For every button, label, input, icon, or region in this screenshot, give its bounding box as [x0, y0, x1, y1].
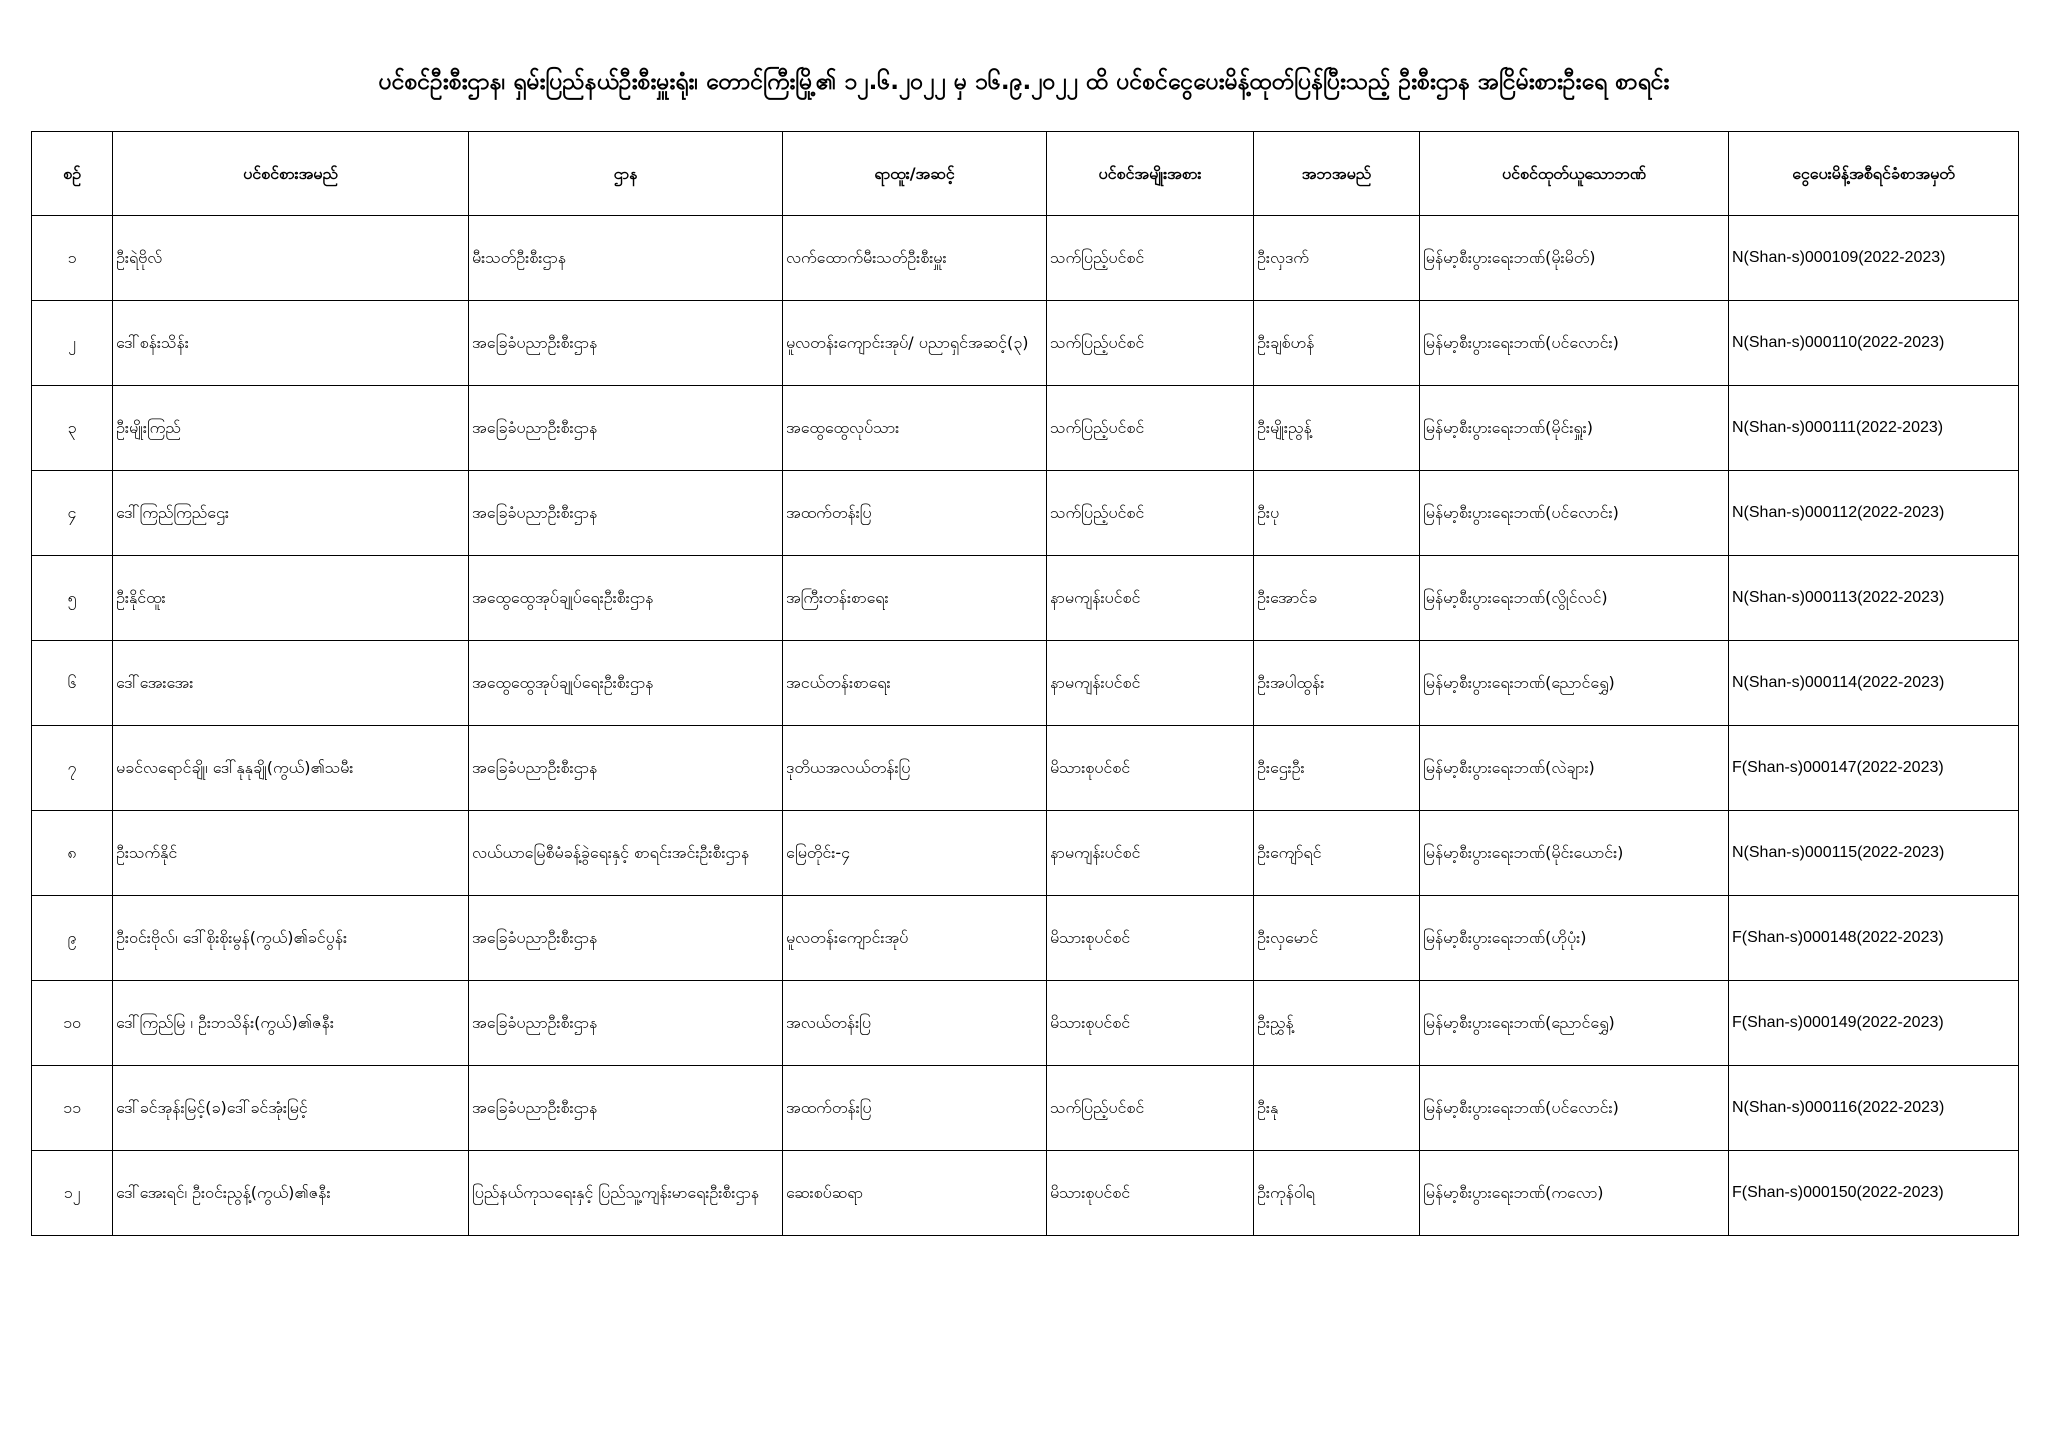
cell-pensioner-name: ဒေါ်အေးရင်၊ ဦးဝင်းညွန့်(ကွယ်)၏ဇနီး [113, 1151, 469, 1236]
table-body [32, 216, 2019, 1236]
table-row [32, 811, 2019, 896]
cell-no: ၆ [32, 641, 113, 726]
cell-pension-type: သက်ပြည့်ပင်စင် [1047, 471, 1254, 556]
cell-paying-bank: မြန်မာ့စီးပွားရေးဘဏ်(မိုးမိတ်) [1420, 216, 1729, 301]
cell-no: ၇ [32, 726, 113, 811]
cell-father-name: ဦးဌေးဦး [1254, 726, 1420, 811]
cell-pensioner-name: ဒေါ်ကြည်မြ ၊ ဦးဘသိန်း(ကွယ်)၏ဇနီး [113, 981, 469, 1066]
cell-pension-type: နာမကျန်းပင်စင် [1047, 556, 1254, 641]
header-rank: ရာထူး/အဆင့် [783, 132, 1047, 216]
cell-certificate-no: N(Shan-s)000111(2022-2023) [1729, 386, 2019, 471]
cell-certificate-no: F(Shan-s)000149(2022-2023) [1729, 981, 2019, 1066]
cell-rank: ဆေးစပ်ဆရာ [783, 1151, 1047, 1236]
cell-department: မီးသတ်ဦးစီးဌာန [469, 216, 783, 301]
table-row [32, 896, 2019, 981]
cell-father-name: ဦးပု [1254, 471, 1420, 556]
document-title: ပင်စင်ဦးစီးဌာန၊ ရှမ်းပြည်နယ်ဦးစီးမှူးရုံး၊ တောင်ကြီးမြို့၏ ၁၂.၆.၂၀၂၂ မှ ၁၆.၉.၂၀၂၂ ထိ ပင်စင်ငွေပေးမိန့်ထုတ်ပြန်ပြီးသည့် ဦးစီးဌာန အငြိမ်းစားဦးရေ စာရင်း [378, 69, 1670, 95]
cell-father-name: ဦးကုန်ဝါရ [1254, 1151, 1420, 1236]
cell-no: ၂ [32, 301, 113, 386]
cell-department: အခြေခံပညာဦးစီးဌာန [469, 896, 783, 981]
cell-father-name: ဦးအောင်ခ [1254, 556, 1420, 641]
table-row [32, 556, 2019, 641]
cell-no: ၁ [32, 216, 113, 301]
cell-certificate-no: F(Shan-s)000150(2022-2023) [1729, 1151, 2019, 1236]
cell-department: အခြေခံပညာဦးစီးဌာန [469, 471, 783, 556]
cell-pensioner-name: မခင်လရောင်ချို၊ ဒေါ်နုနုချို(ကွယ်)၏သမီး [113, 726, 469, 811]
cell-no: ၄ [32, 471, 113, 556]
header-no: စဉ် [32, 132, 113, 216]
table-row [32, 216, 2019, 301]
cell-paying-bank: မြန်မာ့စီးပွားရေးဘဏ်(ညောင်ရွှေ) [1420, 641, 1729, 726]
cell-rank: အလယ်တန်းပြ [783, 981, 1047, 1066]
cell-department: အထွေထွေအုပ်ချုပ်ရေးဦးစီးဌာန [469, 641, 783, 726]
cell-rank: မူလတန်းကျောင်းအုပ် [783, 896, 1047, 981]
cell-paying-bank: မြန်မာ့စီးပွားရေးဘဏ်(လဲချား) [1420, 726, 1729, 811]
cell-rank: မြေတိုင်း-၄ [783, 811, 1047, 896]
cell-father-name: ဦးချစ်ဟန် [1254, 301, 1420, 386]
cell-pension-type: မိသားစုပင်စင် [1047, 981, 1254, 1066]
table-row [32, 641, 2019, 726]
cell-no: ၁၂ [32, 1151, 113, 1236]
table-row [32, 981, 2019, 1066]
cell-father-name: ဦးမျိုးညွန့် [1254, 386, 1420, 471]
cell-department: အထွေထွေအုပ်ချုပ်ရေးဦးစီးဌာန [469, 556, 783, 641]
cell-pension-type: မိသားစုပင်စင် [1047, 896, 1254, 981]
cell-pension-type: သက်ပြည့်ပင်စင် [1047, 1066, 1254, 1151]
cell-pension-type: သက်ပြည့်ပင်စင် [1047, 301, 1254, 386]
cell-father-name: ဦးအပါထွန်း [1254, 641, 1420, 726]
cell-certificate-no: N(Shan-s)000116(2022-2023) [1729, 1066, 2019, 1151]
cell-certificate-no: F(Shan-s)000147(2022-2023) [1729, 726, 2019, 811]
pension-records-table [31, 131, 2019, 1236]
cell-no: ၃ [32, 386, 113, 471]
cell-no: ၉ [32, 896, 113, 981]
cell-pensioner-name: ဦးမျိုးကြည် [113, 386, 469, 471]
cell-department: အခြေခံပညာဦးစီးဌာန [469, 301, 783, 386]
cell-paying-bank: မြန်မာ့စီးပွားရေးဘဏ်(ပင်လောင်း) [1420, 301, 1729, 386]
cell-pension-type: သက်ပြည့်ပင်စင် [1047, 386, 1254, 471]
cell-rank: အငယ်တန်းစာရေး [783, 641, 1047, 726]
table-header [32, 132, 2019, 216]
table-row [32, 386, 2019, 471]
cell-paying-bank: မြန်မာ့စီးပွားရေးဘဏ်(ညောင်ရွှေ) [1420, 981, 1729, 1066]
table-row [32, 301, 2019, 386]
cell-paying-bank: မြန်မာ့စီးပွားရေးဘဏ်(လွိုင်လင်) [1420, 556, 1729, 641]
header-paying-bank: ပင်စင်ထုတ်ယူသောဘဏ် [1420, 132, 1729, 216]
cell-paying-bank: မြန်မာ့စီးပွားရေးဘဏ်(ပင်လောင်း) [1420, 471, 1729, 556]
cell-department: လယ်ယာမြေစီမံခန့်ခွဲရေးနှင့် စာရင်းအင်းဦးစီးဌာန [469, 811, 783, 896]
cell-no: ၅ [32, 556, 113, 641]
cell-certificate-no: N(Shan-s)000110(2022-2023) [1729, 301, 2019, 386]
cell-father-name: ဦးလှမောင် [1254, 896, 1420, 981]
cell-department: အခြေခံပညာဦးစီးဌာန [469, 726, 783, 811]
table-row [32, 1151, 2019, 1236]
header-department: ဌာန [469, 132, 783, 216]
cell-pensioner-name: ဒေါ်အေးအေး [113, 641, 469, 726]
cell-paying-bank: မြန်မာ့စီးပွားရေးဘဏ်(မိုင်းရှူး) [1420, 386, 1729, 471]
header-row [32, 132, 2019, 216]
cell-rank: အထက်တန်းပြ [783, 471, 1047, 556]
header-father-name: အဘအမည် [1254, 132, 1420, 216]
cell-father-name: ဦးနု [1254, 1066, 1420, 1151]
cell-father-name: ဦးညွှန့် [1254, 981, 1420, 1066]
header-pension-type: ပင်စင်အမျိုးအစား [1047, 132, 1254, 216]
cell-certificate-no: N(Shan-s)000112(2022-2023) [1729, 471, 2019, 556]
cell-certificate-no: N(Shan-s)000114(2022-2023) [1729, 641, 2019, 726]
cell-father-name: ဦးကျော်ရင် [1254, 811, 1420, 896]
cell-department: အခြေခံပညာဦးစီးဌာန [469, 1066, 783, 1151]
cell-paying-bank: မြန်မာ့စီးပွားရေးဘဏ်(ဟိုပုံး) [1420, 896, 1729, 981]
cell-certificate-no: F(Shan-s)000148(2022-2023) [1729, 896, 2019, 981]
table-row [32, 726, 2019, 811]
cell-no: ၁၀ [32, 981, 113, 1066]
table-row [32, 471, 2019, 556]
cell-rank: လက်ထောက်မီးသတ်ဦးစီးမှူး [783, 216, 1047, 301]
cell-pension-type: နာမကျန်းပင်စင် [1047, 641, 1254, 726]
cell-pensioner-name: ဒေါ်ကြည်ကြည်ဌေး [113, 471, 469, 556]
cell-rank: အထွေထွေလုပ်သား [783, 386, 1047, 471]
cell-pension-type: မိသားစုပင်စင် [1047, 726, 1254, 811]
cell-department: အခြေခံပညာဦးစီးဌာန [469, 386, 783, 471]
cell-paying-bank: မြန်မာ့စီးပွားရေးဘဏ်(ကလော) [1420, 1151, 1729, 1236]
cell-rank: အထက်တန်းပြ [783, 1066, 1047, 1151]
cell-certificate-no: N(Shan-s)000115(2022-2023) [1729, 811, 2019, 896]
cell-department: ပြည်နယ်ကုသရေးနှင့် ပြည်သူ့ကျန်းမာရေးဦးစီးဌာန [469, 1151, 783, 1236]
cell-pensioner-name: ဒေါ်စန်းသိန်း [113, 301, 469, 386]
cell-certificate-no: N(Shan-s)000113(2022-2023) [1729, 556, 2019, 641]
cell-paying-bank: မြန်မာ့စီးပွားရေးဘဏ်(မိုင်းယောင်း) [1420, 811, 1729, 896]
cell-pensioner-name: ဦးရဲဗိုလ် [113, 216, 469, 301]
cell-no: ၈ [32, 811, 113, 896]
cell-pension-type: နာမကျန်းပင်စင် [1047, 811, 1254, 896]
cell-certificate-no: N(Shan-s)000109(2022-2023) [1729, 216, 2019, 301]
cell-pensioner-name: ဦးဝင်းဗိုလ်၊ ဒေါ်စိုးစိုးမွန်(ကွယ်)၏ခင်ပွန်း [113, 896, 469, 981]
cell-no: ၁၁ [32, 1066, 113, 1151]
cell-pensioner-name: ဒေါ်ခင်အုန်းမြင့်(ခ)ဒေါ်ခင်အုံးမြင့် [113, 1066, 469, 1151]
cell-pensioner-name: ဦးသက်နိုင် [113, 811, 469, 896]
cell-pensioner-name: ဦးနိုင်ထူး [113, 556, 469, 641]
cell-rank: အကြီးတန်းစာရေး [783, 556, 1047, 641]
cell-pension-type: သက်ပြည့်ပင်စင် [1047, 216, 1254, 301]
cell-rank: မူလတန်းကျောင်းအုပ်/ ပညာရှင်အဆင့်(၃) [783, 301, 1047, 386]
cell-paying-bank: မြန်မာ့စီးပွားရေးဘဏ်(ပင်လောင်း) [1420, 1066, 1729, 1151]
cell-rank: ဒုတိယအလယ်တန်းပြ [783, 726, 1047, 811]
cell-department: အခြေခံပညာဦးစီးဌာန [469, 981, 783, 1066]
header-pensioner-name: ပင်စင်စားအမည် [113, 132, 469, 216]
cell-father-name: ဦးလှဒက် [1254, 216, 1420, 301]
table-row [32, 1066, 2019, 1151]
header-certificate-no: ငွေပေးမိန့်အစီရင်ခံစာအမှတ် [1729, 132, 2019, 216]
cell-pension-type: မိသားစုပင်စင် [1047, 1151, 1254, 1236]
